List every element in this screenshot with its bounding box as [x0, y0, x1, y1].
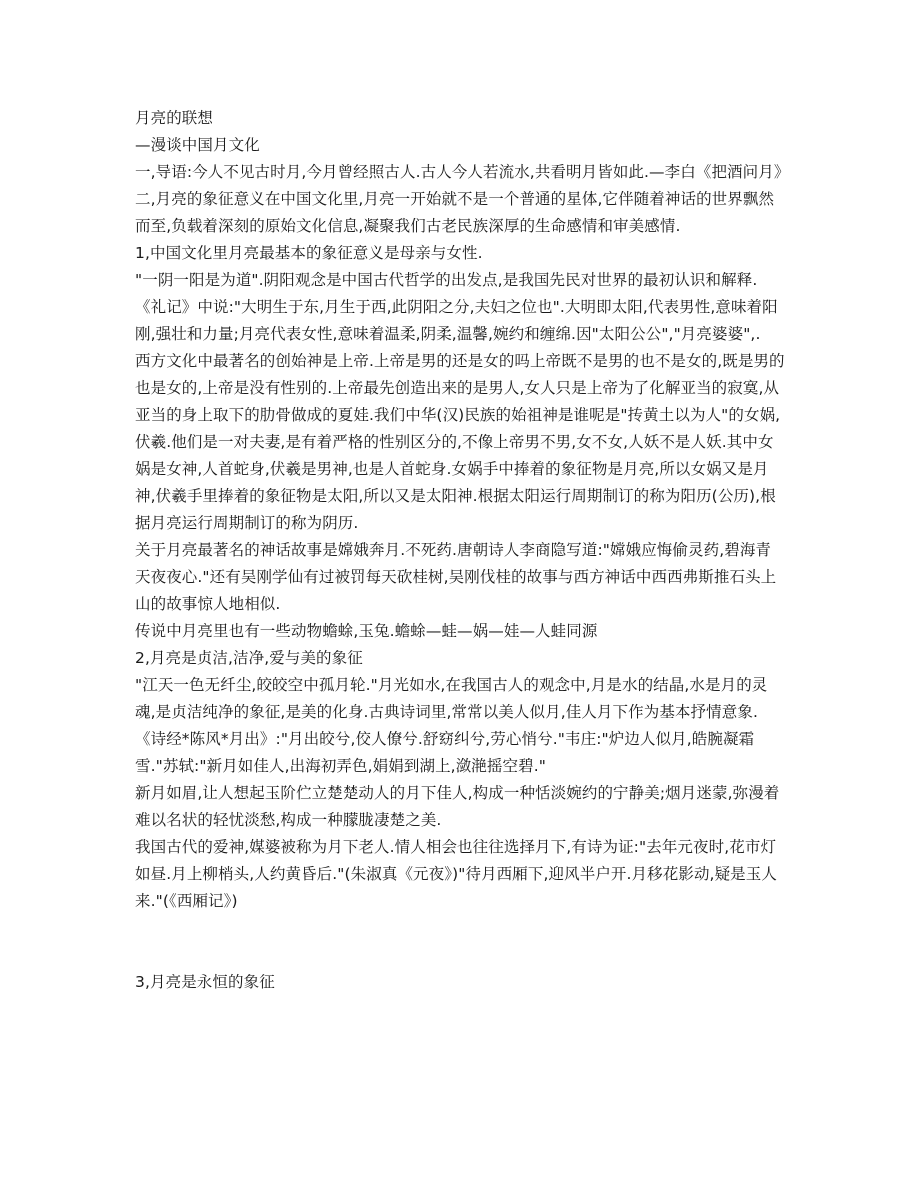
document-body — [135, 105, 790, 996]
love-god-paragraph: 我国古代的爱神,媒婆被称为月下老人.情人相会也往往选择月下,有诗为证:"去年元夜时,花市灯如昼.月上柳梢头,人约黄昏后."(朱淑真《元夜》)"待月西厢下,迎风半户开.月移花影动,疑是玉人来."(《西厢记》) — [135, 838, 777, 910]
blank-space — [135, 915, 785, 969]
moon-animals-paragraph: 传说中月亮里也有一些动物蟾蜍,玉兔.蟾蜍—蛙—娲—娃—人蛙同源 — [135, 622, 598, 640]
purity-paragraph: "江天一色无纤尘,皎皎空中孤月轮."月光如水,在我国古人的观念中,月是水的结晶,水是月的灵魂,是贞洁纯净的象征,是美的化身.古典诗词里,常常以美人似月,佳人月下作为基本抒情意象.《诗经*陈风*月出》:"月出皎兮,佼人僚兮.舒窈纠兮,劳心悄兮."韦庄:"炉边人似月,皓腕凝霜雪."苏轼:"新月如佳人,出海初弄色,娟娟到湖上,潋滟摇空碧." — [135, 676, 768, 775]
document-title: 月亮的联想 — [135, 109, 214, 127]
yin-yang-paragraph: "一阴一阳是为道".阴阳观念是中国古代哲学的出发点,是我国先民对世界的最初认识和解释.《礼记》中说:"大明生于东,月生于西,此阴阳之分,夫妇之位也".大明即太阳,代表男性,意味着阳刚,强壮和力量;月亮代表女性,意味着温柔,阴柔,温馨,婉约和缠绵.因"太阳公公","月亮婆婆",. — [135, 271, 778, 343]
new-moon-paragraph: 新月如眉,让人想起玉阶伫立楚楚动人的月下佳人,构成一种恬淡婉约的宁静美;烟月迷蒙,弥漫着难以名状的轻忧淡愁,构成一种朦胧凄楚之美. — [135, 784, 780, 829]
document-subtitle: —漫谈中国月文化 — [135, 136, 260, 154]
change-e-paragraph: 关于月亮最著名的神话故事是嫦娥奔月.不死药.唐朝诗人李商隐写道:"嫦娥应悔偷灵药,碧海青天夜夜心."还有吴刚学仙有过被罚每天砍桂树,吴刚伐桂的故事与西方神话中西西弗斯推石头上山的故事惊人地相似. — [135, 541, 777, 613]
subsection-1-heading: 1,中国文化里月亮最基本的象征意义是母亲与女性. — [135, 244, 483, 262]
subsection-2-heading: 2,月亮是贞洁,洁净,爱与美的象征 — [135, 649, 363, 667]
intro-paragraph: 一,导语:今人不见古时月,今月曾经照古人.古人今人若流水,共看明月皆如此.—李白《把酒问月》 — [135, 163, 790, 181]
subsection-3-heading: 3,月亮是永恒的象征 — [135, 973, 275, 991]
western-creator-paragraph: 西方文化中最著名的创始神是上帝.上帝是男的还是女的吗上帝既不是男的也不是女的,既是男的也是女的,上帝是没有性别的.上帝最先创造出来的是男人,女人只是上帝为了化解亚当的寂寞,从亚当的身上取下的肋骨做成的夏娃.我们中华(汉)民族的始祖神是谁呢是"抟黄土以为人"的女娲,伏羲.他们是一对夫妻,是有着严格的性别区分的,不像上帝男不男,女不女,人妖不是人妖.其中女娲是女神,人首蛇身,伏羲是男神,也是人首蛇身.女娲手中捧着的象征物是月亮,所以女娲又是月神,伏羲手里捧着的象征物是太阳,所以又是太阳神.根据太阳运行周期制订的称为阳历(公历),根据月亮运行周期制订的称为阴历. — [135, 352, 785, 532]
section-2-paragraph: 二,月亮的象征意义在中国文化里,月亮一开始就不是一个普通的星体,它伴随着神话的世界飘然而至,负载着深刻的原始文化信息,凝聚我们古老民族深厚的生命感情和审美感情. — [135, 190, 775, 235]
